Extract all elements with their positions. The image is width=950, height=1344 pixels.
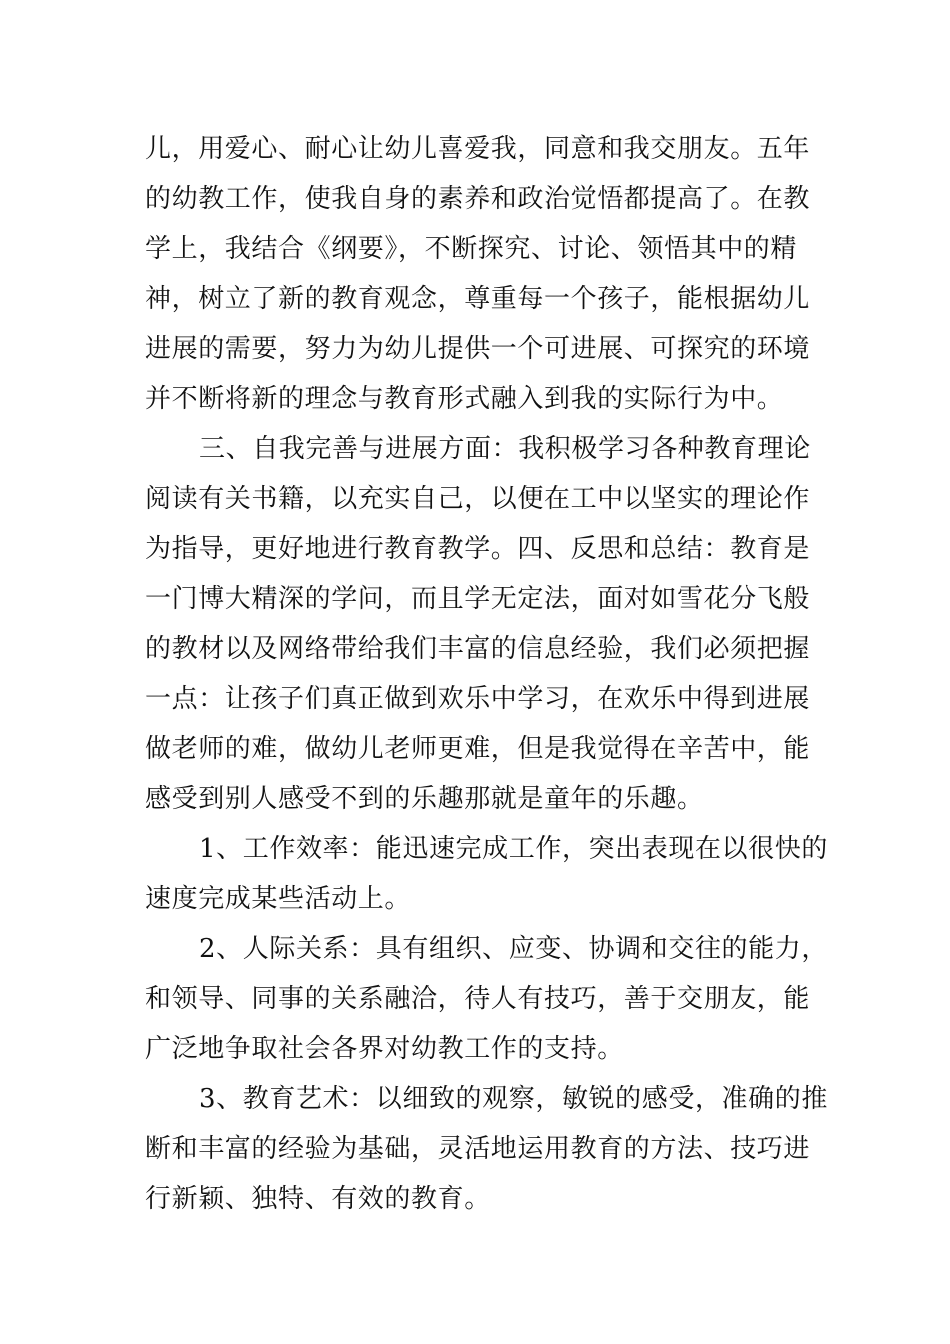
text-line: 速度完成某些活动上。	[145, 884, 412, 914]
text-line: 1、工作效率：能迅速完成工作，突出表现在以很快的	[199, 834, 828, 864]
text-line: 为指导，更好地进行教育教学。四、反思和总结：教育是	[145, 534, 811, 564]
text-line: 感受到别人感受不到的乐趣那就是童年的乐趣。	[145, 784, 704, 814]
text-line: 广泛地争取社会各界对幼教工作的支持。	[145, 1034, 624, 1064]
text-line: 断和丰富的经验为基础，灵活地运用教育的方法、技巧进	[145, 1134, 811, 1164]
text-line: 2、人际关系：具有组织、应变、协调和交往的能力，	[199, 934, 828, 964]
text-line: 行新颖、独特、有效的教育。	[145, 1184, 491, 1214]
text-line: 进展的需要，努力为幼儿提供一个可进展、可探究的环境	[145, 334, 811, 364]
document-body	[145, 124, 828, 1224]
text-line: 并不断将新的理念与教育形式融入到我的实际行为中。	[145, 384, 784, 414]
text-line: 一点：让孩子们真正做到欢乐中学习，在欢乐中得到进展	[145, 684, 811, 714]
text-line: 阅读有关书籍，以充实自己，以便在工中以坚实的理论作	[145, 484, 811, 514]
text-line: 儿，用爱心、耐心让幼儿喜爱我，同意和我交朋友。五年	[145, 134, 811, 164]
text-line: 一门博大精深的学问，而且学无定法，面对如雪花分飞般	[145, 584, 811, 614]
text-line: 学上，我结合《纲要》，不断探究、讨论、领悟其中的精	[145, 234, 798, 264]
text-line: 的幼教工作，使我自身的素养和政治觉悟都提高了。在教	[145, 184, 811, 214]
text-line: 和领导、同事的关系融洽，待人有技巧，善于交朋友，能	[145, 984, 811, 1014]
text-line: 做老师的难，做幼儿老师更难，但是我觉得在辛苦中，能	[145, 734, 811, 764]
text-line: 3、教育艺术：以细致的观察，敏锐的感受，准确的推	[199, 1084, 828, 1114]
text-line: 的教材以及网络带给我们丰富的信息经验，我们必须把握	[145, 634, 811, 664]
text-line: 三、自我完善与进展方面：我积极学习各种教育理论	[199, 434, 811, 464]
text-line: 神，树立了新的教育观念，尊重每一个孩子，能根据幼儿	[145, 284, 811, 314]
